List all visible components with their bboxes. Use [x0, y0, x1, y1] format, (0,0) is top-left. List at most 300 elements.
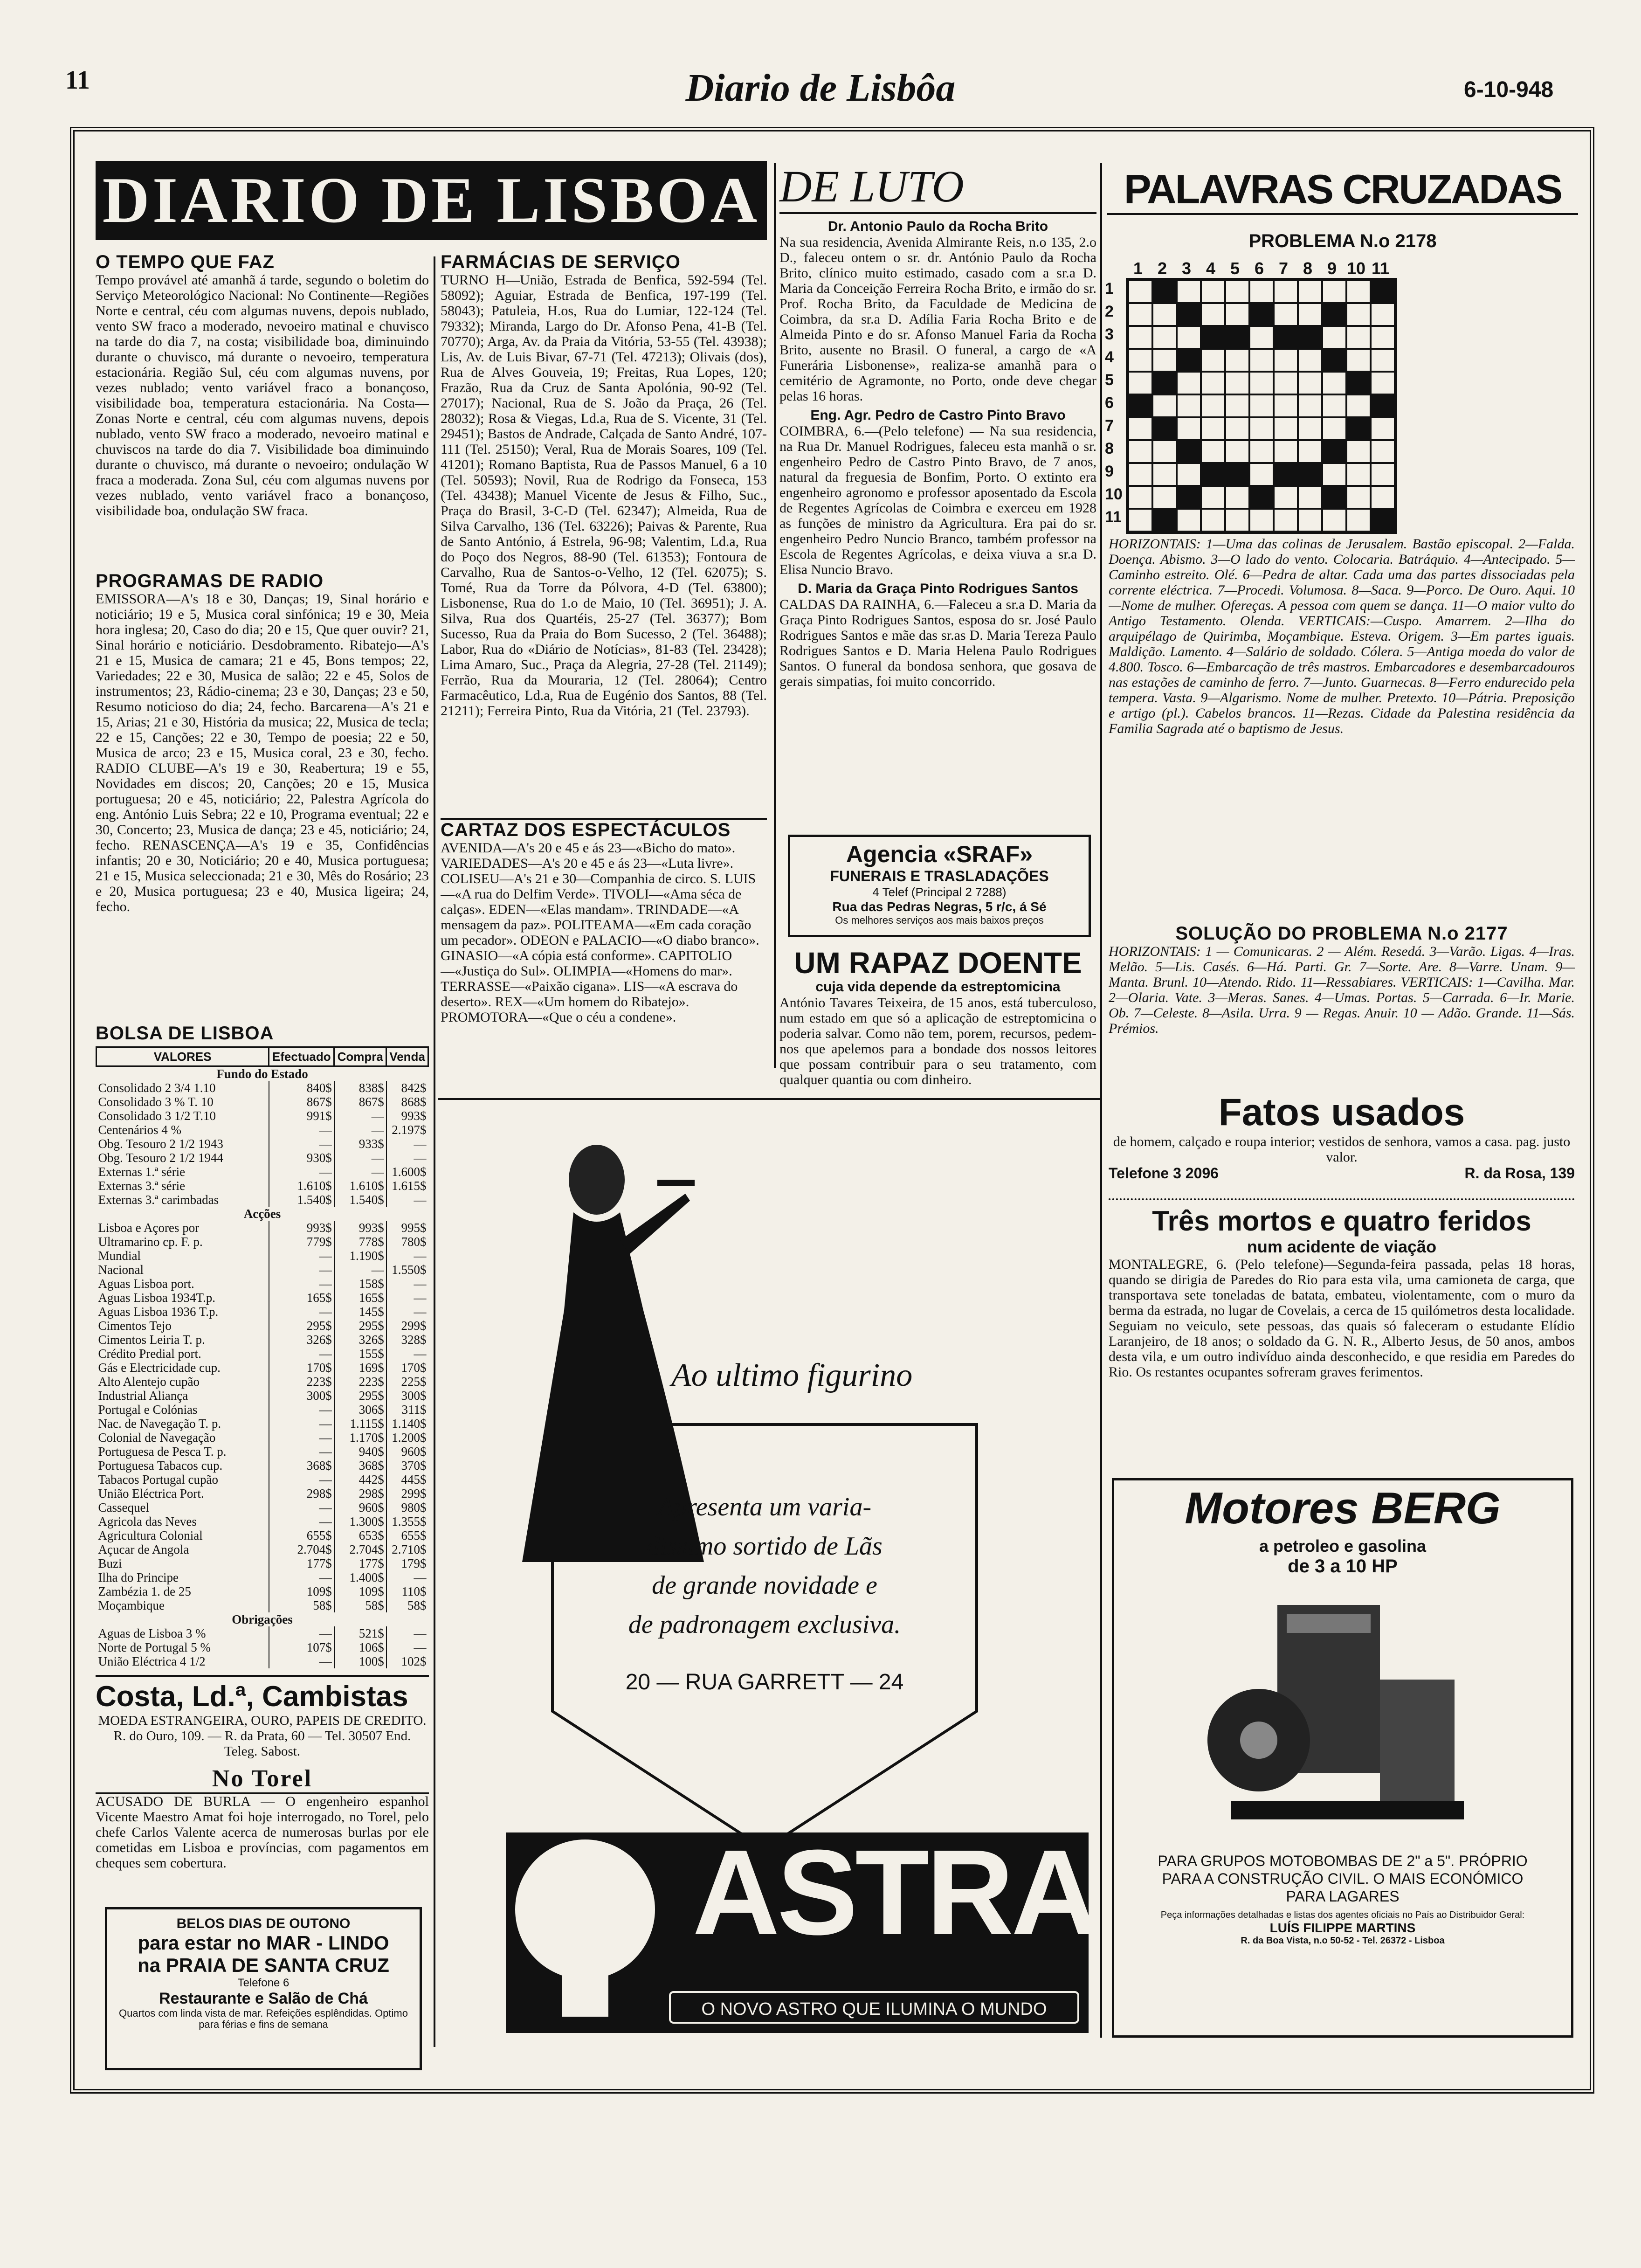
table-cell: — — [269, 1626, 334, 1640]
mortos-heading: Três mortos e quatro feridos — [1109, 1198, 1575, 1237]
crossword-cell — [1346, 326, 1371, 349]
table-cell: Mundial — [98, 1249, 141, 1263]
crossword-cell — [1177, 326, 1201, 349]
crossword-cell — [1249, 417, 1274, 440]
table-cell: 995$ — [386, 1221, 428, 1235]
table-row — [97, 1263, 428, 1277]
table-cell: 311$ — [386, 1403, 428, 1417]
crossword-cell — [1201, 509, 1225, 532]
table-cell: 170$ — [269, 1361, 334, 1375]
fatos-phone: Telefone 3 2096 — [1109, 1165, 1219, 1182]
crossword-cell — [1346, 303, 1371, 326]
fatos-text: de homem, calçado e roupa interior; vestidos de senhora, vamos a casa. pag. justo valor. — [1113, 1134, 1571, 1165]
table-cell: 370$ — [386, 1459, 428, 1473]
crossword-cell — [1225, 509, 1249, 532]
palavras-heading: PALAVRAS CRUZADAS — [1107, 166, 1578, 215]
mortos-subheading: num acidente de viação — [1247, 1237, 1437, 1256]
table-cell: 867$ — [334, 1095, 386, 1109]
cambistas-text: MOEDA ESTRANGEIRA, OURO, PAPEIS DE CREDITO. R. do Ouro, 109. — R. da Prata, 60 — Tel. 30507 End. Teleg. Sabost. — [98, 1713, 427, 1759]
crossword-cell — [1128, 417, 1152, 440]
crossword-row-number: 11 — [1105, 508, 1122, 526]
table-row — [97, 1333, 428, 1347]
figurino-line: dissimo sortido de Lãs — [647, 1532, 883, 1561]
table-cell: 1.615$ — [386, 1179, 428, 1193]
table-cell: Norte de Portugal 5 % — [98, 1640, 211, 1654]
crossword-cell — [1371, 280, 1395, 303]
table-cell: 170$ — [386, 1361, 428, 1375]
table-cell: Portuguesa Tabacos cup. — [98, 1459, 223, 1473]
col-header: Compra — [334, 1047, 386, 1066]
crossword-cell — [1177, 440, 1201, 463]
table-cell: 165$ — [269, 1291, 334, 1305]
table-cell: 980$ — [386, 1500, 428, 1514]
crossword-cell — [1225, 486, 1249, 509]
table-row — [97, 1137, 428, 1151]
solucao-text: HORIZONTAIS: 1 — Comunicaras. 2 — Além. Resedá. 3—Varão. Ligas. 4—Iras. Melão. 5—Lis. Casés. 6—Há. Parti. Gr. 7—Sorte. Are. 8—Varre. Unam. 9—Manta. Brunl. 10—Atendo. Rido. 11—Ressabiares. VERTICAIS: 1—Cavilha. Mar. 2—Olaria. Vate. 3—Meras. Sanes. 4—Umas. Portas. 5—Carrada. 6—Ir. Marie. Ob. 7—Celeste. 8—Asila. Urra. 9 — Regas. Anuir. 10 — Adão. Grande. 11—Sás. Prémios. — [1109, 944, 1575, 1036]
table-cell: Tabacos Portugal cupão — [98, 1473, 219, 1487]
table-cell: — — [269, 1473, 334, 1487]
table-cell: 326$ — [269, 1333, 334, 1347]
table-cell: 368$ — [269, 1459, 334, 1473]
table-row — [97, 1598, 428, 1612]
sraf-name: Agencia «SRAF» — [846, 841, 1033, 867]
table-cell: — — [386, 1570, 428, 1584]
table-cell: — — [334, 1151, 386, 1165]
table-cell: Consolidado 3 1/2 T.10 — [98, 1109, 216, 1123]
fatos-heading: Fatos usados — [1218, 1091, 1465, 1134]
crossword-cell — [1249, 463, 1274, 486]
table-cell: 1.550$ — [386, 1263, 428, 1277]
table-row — [97, 1277, 428, 1291]
table-cell: União Eléctrica 4 1/2 — [98, 1654, 206, 1668]
crossword-cell — [1225, 372, 1249, 394]
table-cell: Centenários 4 % — [98, 1123, 181, 1137]
table-row — [97, 1375, 428, 1389]
table-cell: 993$ — [269, 1221, 334, 1235]
table-cell: 838$ — [334, 1081, 386, 1095]
praia-line: Restaurante e Salão de Chá — [159, 1990, 368, 2007]
praia-line: Telefone 6 — [237, 1977, 290, 1989]
crossword-cell — [1274, 417, 1298, 440]
table-cell: Obg. Tesouro 2 1/2 1944 — [98, 1151, 223, 1165]
crossword-cell — [1298, 394, 1322, 417]
praia-line: BELOS DIAS DE OUTONO — [176, 1916, 351, 1931]
crossword-cell — [1274, 349, 1298, 372]
radio-text: EMISSORA—A's 18 e 30, Danças; 19, Sinal horário e noticiário; 19 e 5, Musica coral sinfónica; 19 e 30, Meia hora inglesa; 20, Caso do dia; 20 e 15, Que quer ouvir? 21, Sinal horário e noticiário. Desdobramento. Ribatejo—A's 21 e 15, Musica de camara; 21 e 45, Bons tempos; 22, Variedades; 22 e 30, Musica de salão; 22 e 45, Solos de instrumentos; 23, Rádio-cinema; 23 e 30, Danças; 23 e 50, Resumo noticioso do dia; 24, fecho. Barcarena—A's 21 e 15, Arias; 21 e 30, História da musica; 22, Musica de tecla; 22 e 15, Canções; 22 e 30, Tempo de poesia; 22 e 50, Musica de arco; 23 e 15, Musica coral, 23 e 30, fecho. RADIO CLUBE—A's 19 e 30, Reabertura; 19 e 55, Novidades em discos; 20, Canções; 20 e 15, Musica portuguesa; 20 e 45, noticiário; 22, Palestra Agrícola do eng. António Luis Sebra; 22 e 10, Programa eventual; 22 e 30, Concerto; 23, Musica de dança; 23 e 45, noticiário; 24, fecho. RENASCENÇA—A's 19 e 35, Confidências infantis; 20 e 30, Noticiário; 20 e 40, Musica portuguesa; 21 e 15, Musica seleccionada; 21 e 30, Mês do Rosário; 23 e 20, Musica portuguesa; 23 e 40, Musica ligeira; 24, fecho. — [96, 591, 429, 914]
crossword-row-number: 3 — [1105, 325, 1114, 343]
crossword-col-number: 9 — [1327, 259, 1337, 278]
farmacias-heading: FARMÁCIAS DE SERVIÇO — [441, 252, 681, 272]
crossword-cell — [1128, 349, 1152, 372]
praia-line: na PRAIA DE SANTA CRUZ — [138, 1954, 389, 1976]
crossword-cell — [1128, 326, 1152, 349]
berg-line: a petroleo e gasolina — [1259, 1536, 1427, 1556]
crossword-cell — [1249, 394, 1274, 417]
table-cell: Portuguesa de Pesca T. p. — [98, 1445, 227, 1459]
table-cell: — — [386, 1347, 428, 1361]
table-cell: 326$ — [334, 1333, 386, 1347]
crossword-cell — [1201, 463, 1225, 486]
crossword-cell — [1371, 463, 1395, 486]
table-cell: 306$ — [334, 1403, 386, 1417]
table-cell: 300$ — [269, 1389, 334, 1403]
weather-section — [96, 252, 429, 1871]
crossword-cell — [1322, 372, 1346, 394]
crossword-row-number: 8 — [1105, 440, 1114, 457]
solucao-heading: SOLUÇÃO DO PROBLEMA N.o 2177 — [1175, 923, 1508, 944]
crossword-row-number: 6 — [1105, 394, 1114, 412]
crossword-cell — [1371, 303, 1395, 326]
date: 6-10-948 — [1464, 77, 1554, 102]
table-cell: 299$ — [386, 1319, 428, 1333]
table-cell: 442$ — [334, 1473, 386, 1487]
table-row — [97, 1500, 428, 1514]
table-row — [97, 1193, 428, 1207]
table-row — [97, 1249, 428, 1263]
figurino-ad — [438, 1105, 1096, 1809]
crossword-cell — [1249, 349, 1274, 372]
crossword-cell — [1152, 280, 1177, 303]
crossword-cell — [1298, 463, 1322, 486]
lightbulb-icon — [510, 1835, 660, 2031]
fatos-ad — [1109, 1091, 1575, 1182]
table-cell: Nac. de Navegação T. p. — [98, 1417, 221, 1431]
table-row — [97, 1459, 428, 1473]
table-cell: 521$ — [334, 1626, 386, 1640]
table-row — [97, 1403, 428, 1417]
table-row — [97, 1221, 428, 1235]
table-cell: — — [269, 1347, 334, 1361]
crossword-clues-section — [1109, 536, 1575, 1084]
crossword-col-number: 11 — [1371, 259, 1390, 278]
crossword-cell — [1225, 349, 1249, 372]
table-cell: Industrial Aliança — [98, 1389, 188, 1403]
crossword-grid — [1126, 278, 1397, 534]
obituary-title: Dr. Antonio Paulo da Rocha Brito — [827, 219, 1048, 234]
crossword-col-number: 6 — [1254, 259, 1264, 278]
table-cell: 1.115$ — [334, 1417, 386, 1431]
crossword-cell — [1298, 486, 1322, 509]
table-cell: — — [386, 1640, 428, 1654]
crossword-cell — [1128, 463, 1152, 486]
crossword-cell — [1371, 486, 1395, 509]
table-cell: 295$ — [269, 1319, 334, 1333]
table-cell: 2.704$ — [334, 1542, 386, 1556]
crossword-cell — [1201, 349, 1225, 372]
table-cell: 58$ — [334, 1598, 386, 1612]
table-cell: 1.300$ — [334, 1514, 386, 1528]
table-row — [97, 1319, 428, 1333]
table-cell: 223$ — [334, 1375, 386, 1389]
table-cell: 177$ — [334, 1556, 386, 1570]
table-cell: Externas 1.ª série — [98, 1165, 186, 1179]
table-row — [97, 1151, 428, 1165]
table-cell: 58$ — [269, 1598, 334, 1612]
crossword-col-number: 7 — [1278, 259, 1289, 278]
crossword-cell — [1177, 303, 1201, 326]
table-cell: 169$ — [334, 1361, 386, 1375]
crossword-cell — [1177, 372, 1201, 394]
berg-line: R. da Boa Vista, n.o 50-52 - Tel. 26372 - Lisboa — [1241, 1936, 1445, 1946]
torel-heading: No Torel — [96, 1765, 429, 1794]
crossword-cell — [1249, 486, 1274, 509]
crossword-cell — [1298, 372, 1322, 394]
table-cell: — — [269, 1500, 334, 1514]
table-cell: — — [269, 1249, 334, 1263]
table-row — [97, 1556, 428, 1570]
table-row — [97, 1361, 428, 1375]
crossword-cell — [1346, 349, 1371, 372]
table-cell: Colonial de Navegação — [98, 1431, 216, 1445]
cambistas-name: Costa, Ld.ª, Cambistas — [96, 1680, 408, 1713]
berg-line: de 3 a 10 HP — [1288, 1556, 1398, 1577]
crossword-cell — [1371, 326, 1395, 349]
table-cell: Açucar de Angola — [98, 1542, 189, 1556]
table-cell: 107$ — [269, 1640, 334, 1654]
table-row — [97, 1095, 428, 1109]
crossword-cell — [1371, 394, 1395, 417]
table-cell: Gás e Electricidade cup. — [98, 1361, 221, 1375]
table-cell: Cimentos Tejo — [98, 1319, 172, 1333]
table-cell: — — [386, 1137, 428, 1151]
sraf-ad — [788, 835, 1091, 937]
table-cell: 102$ — [386, 1654, 428, 1668]
table-cell: 1.190$ — [334, 1249, 386, 1263]
crossword-cell — [1346, 280, 1371, 303]
table-cell: Consolidado 3 % T. 10 — [98, 1095, 214, 1109]
berg-line: LUÍS FILIPPE MARTINS — [1269, 1921, 1416, 1935]
crossword-cell — [1298, 417, 1322, 440]
crossword-cell — [1249, 303, 1274, 326]
crossword-cell — [1298, 326, 1322, 349]
table-cell: — — [269, 1514, 334, 1528]
table-cell: 1.610$ — [334, 1179, 386, 1193]
crossword-cell — [1128, 394, 1152, 417]
crossword-cell — [1201, 394, 1225, 417]
crossword-cell — [1322, 280, 1346, 303]
table-cell: 868$ — [386, 1095, 428, 1109]
table-cell: Buzi — [98, 1556, 122, 1570]
cartaz-text: AVENIDA—A's 20 e 45 e ás 23—«Bicho do mato». VARIEDADES—A's 20 e 45 e ás 23—«Luta livre». COLISEU—A's 21 e 30—Companhia de circo. S. LUIS—«A rua do Delfim Verde». TIVOLI—«Ama séca de calças». EDEN—«Elas mandam». TRINDADE—«A mensagem da paz». POLITEAMA—«Em cada coração um pecador». ODEON e PALACIO—«O diabo branco». GINASIO—«A cópia está conforme». CAPITOLIO—«Justiça do Sul». OLIMPIA—«Homens do mar». TERRASSE—«Paixão cigana». LIS—«A escrava do deserto». REX—«Um homem do Ribatejo». PROMOTORA—«Que o céu a condene». — [441, 840, 759, 1025]
crossword-cell — [1177, 486, 1201, 509]
table-cell: 58$ — [386, 1598, 428, 1612]
crossword-cell — [1371, 417, 1395, 440]
crossword-cell — [1225, 417, 1249, 440]
table-cell: Ilha do Principe — [98, 1570, 179, 1584]
crossword-cell — [1322, 303, 1346, 326]
table-cell: 960$ — [334, 1500, 386, 1514]
figurino-text — [578, 1487, 951, 1644]
table-cell: — — [269, 1417, 334, 1431]
rapaz-heading: UM RAPAZ DOENTE — [794, 946, 1082, 980]
table-cell: 1.355$ — [386, 1514, 428, 1528]
crossword-cell — [1128, 509, 1152, 532]
table-cell: Portugal e Colónias — [98, 1403, 198, 1417]
table-cell: 993$ — [386, 1109, 428, 1123]
table-cell: 840$ — [269, 1081, 334, 1095]
crossword-cell — [1249, 280, 1274, 303]
farmacias-text: TURNO H—União, Estrada de Benfica, 592-594 (Tel. 58092); Aguiar, Estrada de Benfica, 197-199 (Tel. 58043); Patuleia, H.os, Rua do Lumiar, 122-124 (Tel. 79332); Miranda, Largo do Dr. Afonso Pena, 41-B (Tel. 70770); Arga, Av. da Praia da Vitória, 53-55 (Tel. 43938); Lis, Av. de Luis Bivar, 67-71 (Tel. 47213); Olivais (dos), Rua de Alves Gouveia, 19; Freitas, Rua Lopes, 120; Frazão, Rua da Cruz de Santa Apolónia, 90-92 (Tel. 27017); Nacional, Rua de S. João da Praça, 26 (Tel. 28032); Rosa & Viegas, Ld.a, Rua de S. Vicente, 31 (Tel. 29451); Bastos de Andrade, Calçada de Santo André, 107-111 (Tel. 25150); Veral, Rua de Morais Soares, 109 (Tel. 41201); Romano Baptista, Rua de Passos Manuel, 6 a 10 (Tel. 50593); Novil, Rua de Rodrigo da Fonseca, 153 (Tel. 43438); Manuel Vicente de Jesus & Filho, Suc., Praça do Brasil, 3-C-D (Tel. 62347); Almeida, Rua de Silva Carvalho, 136 (Tel. 63226); Paivas & Parente, Rua de Santo António, á Estrela, 96-98; Valentim, Ld.a, Rua do Poço dos Negros, 88-90 (Tel. 61353); Fontoura de Carvalho, Rua de Santos-o-Velho, 12 (Tel. 62075); S. Tomé, Rua da Torre da Pólvora, 4-D (Tel. 63800); Lisbonense, Rua do 1.o de Maio, 10 (Tel. 36951); J. A. Silva, Rua dos Quartéis, 25-27 (Tel. 36377); Bom Sucesso, Rua da Praia do Bom Sucesso, 2 (Tel. 36488); Labor, Rua do «Diário de Notícias», 81-83 (Tel. 23428); Lima Amaro, Suc., Praça da Alegria, 27-28 (Tel. 21149); Ferrão, Rua da Mouraria, 12 (Tel. 28064); Centro Farmacêutico, Ld.a, Rua de Eugénio dos Santos, 88 (Tel. 21211); Ferreira Pinto, Rua da Vitória, 21 (Tel. 23793). — [441, 272, 767, 719]
astra-slogan: O NOVO ASTRO QUE ILUMINA O MUNDO — [669, 1991, 1079, 2024]
crossword-cell — [1201, 417, 1225, 440]
crossword-cell — [1274, 303, 1298, 326]
obituary-text: COIMBRA, 6.—(Pelo telefone) — Na sua residencia, na Rua Dr. Manuel Rodrigues, faleceu esta manhã o sr. engenheiro Pedro de Castro Pinto Bravo, de 7 anos, natural da freguesia de Bonfim, Porto. O extinto era engenheiro agronomo e professor aposentado da Escola de Regentes Agrícolas de Coimbra e exerceu em 1928 as funções de ministro da Agricultura. Era pai do sr. engenheiro Pedro Nuncio Branco, também professor na Escola de Regentes Agrícolas, e deixa viuva a sr.a D. Elisa Nuncio Bravo. — [779, 423, 1096, 577]
table-cell: — — [269, 1403, 334, 1417]
crossword-cell — [1371, 509, 1395, 532]
table-cell: — — [386, 1291, 428, 1305]
table-cell: 295$ — [334, 1389, 386, 1403]
figurino-line: Apresenta um varia- — [657, 1493, 872, 1521]
table-cell: 106$ — [334, 1640, 386, 1654]
crossword-cell — [1249, 440, 1274, 463]
table-cell: 158$ — [334, 1277, 386, 1291]
mortos-section — [1109, 1198, 1575, 1380]
col-header: Efectuado — [269, 1047, 334, 1066]
table-cell: — — [334, 1109, 386, 1123]
table-cell: 300$ — [386, 1389, 428, 1403]
crossword-cell — [1298, 303, 1322, 326]
table-cell: — — [269, 1137, 334, 1151]
crossword-cell — [1152, 486, 1177, 509]
table-cell: Externas 3.ª carimbadas — [98, 1193, 219, 1207]
crossword-cell — [1274, 486, 1298, 509]
crossword-cell — [1298, 280, 1322, 303]
crossword-cell — [1177, 280, 1201, 303]
table-cell: 298$ — [334, 1487, 386, 1500]
crossword-cell — [1225, 394, 1249, 417]
crossword-cell — [1346, 440, 1371, 463]
table-cell: Zambézia 1. de 25 — [98, 1584, 191, 1598]
table-cell: Consolidado 2 3/4 1.10 — [98, 1081, 216, 1095]
crossword-cell — [1152, 303, 1177, 326]
table-row — [97, 1640, 428, 1654]
torel-section — [96, 1765, 429, 1871]
table-cell: 110$ — [386, 1584, 428, 1598]
table-row — [97, 1305, 428, 1319]
table-cell: — — [269, 1570, 334, 1584]
table-cell: 655$ — [386, 1528, 428, 1542]
crossword-cell — [1225, 326, 1249, 349]
crossword-cell — [1152, 463, 1177, 486]
crossword-cell — [1152, 440, 1177, 463]
problema-number: PROBLEMA N.o 2178 — [1248, 231, 1437, 251]
masthead: DIARIO DE LISBOA — [96, 161, 767, 240]
table-row — [97, 1584, 428, 1598]
crossword-cell — [1128, 280, 1152, 303]
table-cell: 930$ — [269, 1151, 334, 1165]
crossword-cell — [1322, 326, 1346, 349]
rapaz-text: António Tavares Teixeira, de 15 anos, está tuberculoso, num estado em que só a aplicação de estreptomicina o poderia salvar. Como não tem, porem, recursos, pedem-nos que apelemos para a bondade dos nossos leitores que possam contribuir para o seu tratamento, com qualquer quantia ou com dinheiro. — [779, 995, 1096, 1087]
table-cell: — — [386, 1193, 428, 1207]
table-cell: 991$ — [269, 1109, 334, 1123]
table-cell: Crédito Predial port. — [98, 1347, 201, 1361]
crossword-cell — [1346, 394, 1371, 417]
table-row — [97, 1431, 428, 1445]
table-cell: 2.197$ — [386, 1123, 428, 1137]
bolsa-table — [96, 1046, 429, 1668]
luto-section — [779, 161, 1096, 689]
praia-ad — [105, 1907, 422, 2070]
table-row — [97, 1487, 428, 1500]
table-cell: 779$ — [269, 1235, 334, 1249]
crossword-cell — [1152, 326, 1177, 349]
table-row — [97, 1417, 428, 1431]
crossword-cell — [1322, 440, 1346, 463]
figurino-line: de grande novidade e — [652, 1571, 877, 1600]
crossword-cell — [1249, 509, 1274, 532]
crossword-cell — [1128, 303, 1152, 326]
crossword-cell — [1128, 372, 1152, 394]
crossword-cell — [1298, 349, 1322, 372]
table-cell: Aguas de Lisboa 3 % — [98, 1626, 206, 1640]
fatos-address: R. da Rosa, 139 — [1464, 1165, 1575, 1182]
table-cell: 1.140$ — [386, 1417, 428, 1431]
crossword-col-number: 3 — [1181, 259, 1192, 278]
table-cell: 179$ — [386, 1556, 428, 1570]
crossword-cell — [1346, 486, 1371, 509]
table-cell: 1.540$ — [269, 1193, 334, 1207]
col-header: VALORES — [97, 1047, 269, 1066]
cartaz-heading: CARTAZ DOS ESPECTÁCULOS — [441, 818, 767, 840]
table-cell: 225$ — [386, 1375, 428, 1389]
berg-ad — [1112, 1478, 1573, 2038]
table-cell: — — [386, 1249, 428, 1263]
table-cell: 655$ — [269, 1528, 334, 1542]
table-cell: 653$ — [334, 1528, 386, 1542]
crossword-row-numbers — [1105, 280, 1123, 531]
table-cell: 960$ — [386, 1445, 428, 1459]
rapaz-subheading: cuja vida depende da estreptomicina — [815, 979, 1061, 995]
table-cell: Aguas Lisboa 1936 T.p. — [98, 1305, 219, 1319]
table-cell: 109$ — [269, 1584, 334, 1598]
crossword-cell — [1322, 349, 1346, 372]
weather-text: Tempo provável até amanhã á tarde, segundo o boletim do Serviço Meteorológico Nacional: No Continente—Regiões Norte e central, céu com algumas nuvens, depois nublado, vento SW fraco a moderado, nevoeiro matinal e chuvisco na tarde do dia 7, na costa; visibilidade boa, diminuindo durante o chuvisco, má durante o nevoeiro, temperatura estacionária. Região Sul, céu com algumas nuvens, por vezes nublado; vento variável fraco a bonançoso, visibilidade boa, temperatura estacionária. Na Costa—Zonas Norte e central, céu com algumas nuvens, depois nublado, vento SW fraco a moderado, nevoeiro matinal e chuviscos na tarde do dia 7. Visibilidade boa diminuindo durante o chuvisco, má durante o nevoeiro; ondulação W fraca a moderada. Zona Sul, céu com algumas nuvens por vezes nublado, vento variável fraco a bonançoso, visibilidade boa, ondulação SW fraca. — [96, 272, 429, 519]
table-cell: 1.600$ — [386, 1165, 428, 1179]
table-cell: — — [269, 1305, 334, 1319]
sraf-line: FUNERAIS E TRASLADAÇÕES — [830, 868, 1049, 885]
column-rule — [434, 256, 435, 2047]
crossword-cell — [1298, 509, 1322, 532]
table-row — [97, 1570, 428, 1584]
obituary-text: Na sua residencia, Avenida Almirante Reis, n.o 135, 2.o D., faleceu ontem o sr. dr. António Paulo da Rocha Brito, clínico muito estimado, casado com a sr.a D. Maria da Conceição Ferreira Rocha Brito, e irmão do sr. Prof. Rocha Brito, da Faculdade de Medicina de Coimbra, da sr.a D. Adília Faria Rocha Brito e de Almeida Pinto e do sr. Afonso Manuel Faria da Rocha Brito, ausente no Brasil. O funeral, a cargo de «A Funerária Lisbonense», realiza-se amanhã para o cemitério de Agramonte, no Porto, onde deve chegar pelas 16 horas. — [779, 235, 1096, 404]
table-cell: — — [269, 1277, 334, 1291]
table-cell: — — [269, 1445, 334, 1459]
praia-line: Quartos com linda vista de mar. Refeições esplêndidas. Optimo para férias e fins de semana — [119, 2007, 408, 2030]
bolsa-heading: BOLSA DE LISBOA — [96, 1023, 274, 1044]
crossword-cell — [1322, 509, 1346, 532]
table-cell: — — [334, 1123, 386, 1137]
table-row — [97, 1291, 428, 1305]
table-cell: 933$ — [334, 1137, 386, 1151]
crossword-cell — [1274, 326, 1298, 349]
crossword-cell — [1152, 509, 1177, 532]
table-cell: 842$ — [386, 1081, 428, 1095]
table-cell: 1.540$ — [334, 1193, 386, 1207]
table-cell: Externas 3.ª série — [98, 1179, 186, 1193]
page-number: 11 — [65, 66, 90, 95]
figurino-address: 20 — RUA GARRETT — 24 — [625, 1670, 904, 1694]
crossword-clues: HORIZONTAIS: 1—Uma das colinas de Jerusalem. Bastão episcopal. 2—Falda. Doença. Abismo. 3—O lado do vento. Colocaria. Batráquio. 4—Antecipado. 5—Caminho estreito. Olé. 6—Pedra de altar. Cada uma das partes dissociadas pela corrente eléctrica. 7—Procedi. Volumosa. 8—Saca. 9—Porco. De Ouro. Aqui. 10—Nome de mulher. Ofereças. A pessoa com quem se dança. 11—O maior vulto do Antigo Testamento. Olenda. VERTICAIS:—Cuspo. Amarrem. 2—Ilha do arquipélago de Quirimba, Moçambique. Esteva. Origem. 3—Em partes iguais. Maldição. Lamento. 4—Salário de soldado. Cólera. 5—Antiga moeda do valor de 4.800. Tosco. 6—Embarcação de três mastros. Embarcadores e desembarcadouros nas estações de caminho de ferro. 7—Junto. Guarnecas. 8—Ferro endurecido pela tempera. Vasta. 9—Algarismo. Nome de mulher. Pretexto. 10—Pátria. Preposição e artigo (pl.). Cabelos brancos. 11—Rezas. Cidade da Palestina residência da Familia Sagrada até o baptismo de Jesus. — [1109, 536, 1575, 736]
luto-heading: DE LUTO — [779, 161, 1096, 214]
crossword-cell — [1298, 440, 1322, 463]
table-cell: Obg. Tesouro 2 1/2 1943 — [98, 1137, 223, 1151]
table-cell: Cassequel — [98, 1500, 149, 1514]
table-row — [97, 1235, 428, 1249]
table-row — [97, 1473, 428, 1487]
column-rule — [1100, 163, 1102, 2038]
table-cell: — — [269, 1431, 334, 1445]
table-cell: 295$ — [334, 1319, 386, 1333]
